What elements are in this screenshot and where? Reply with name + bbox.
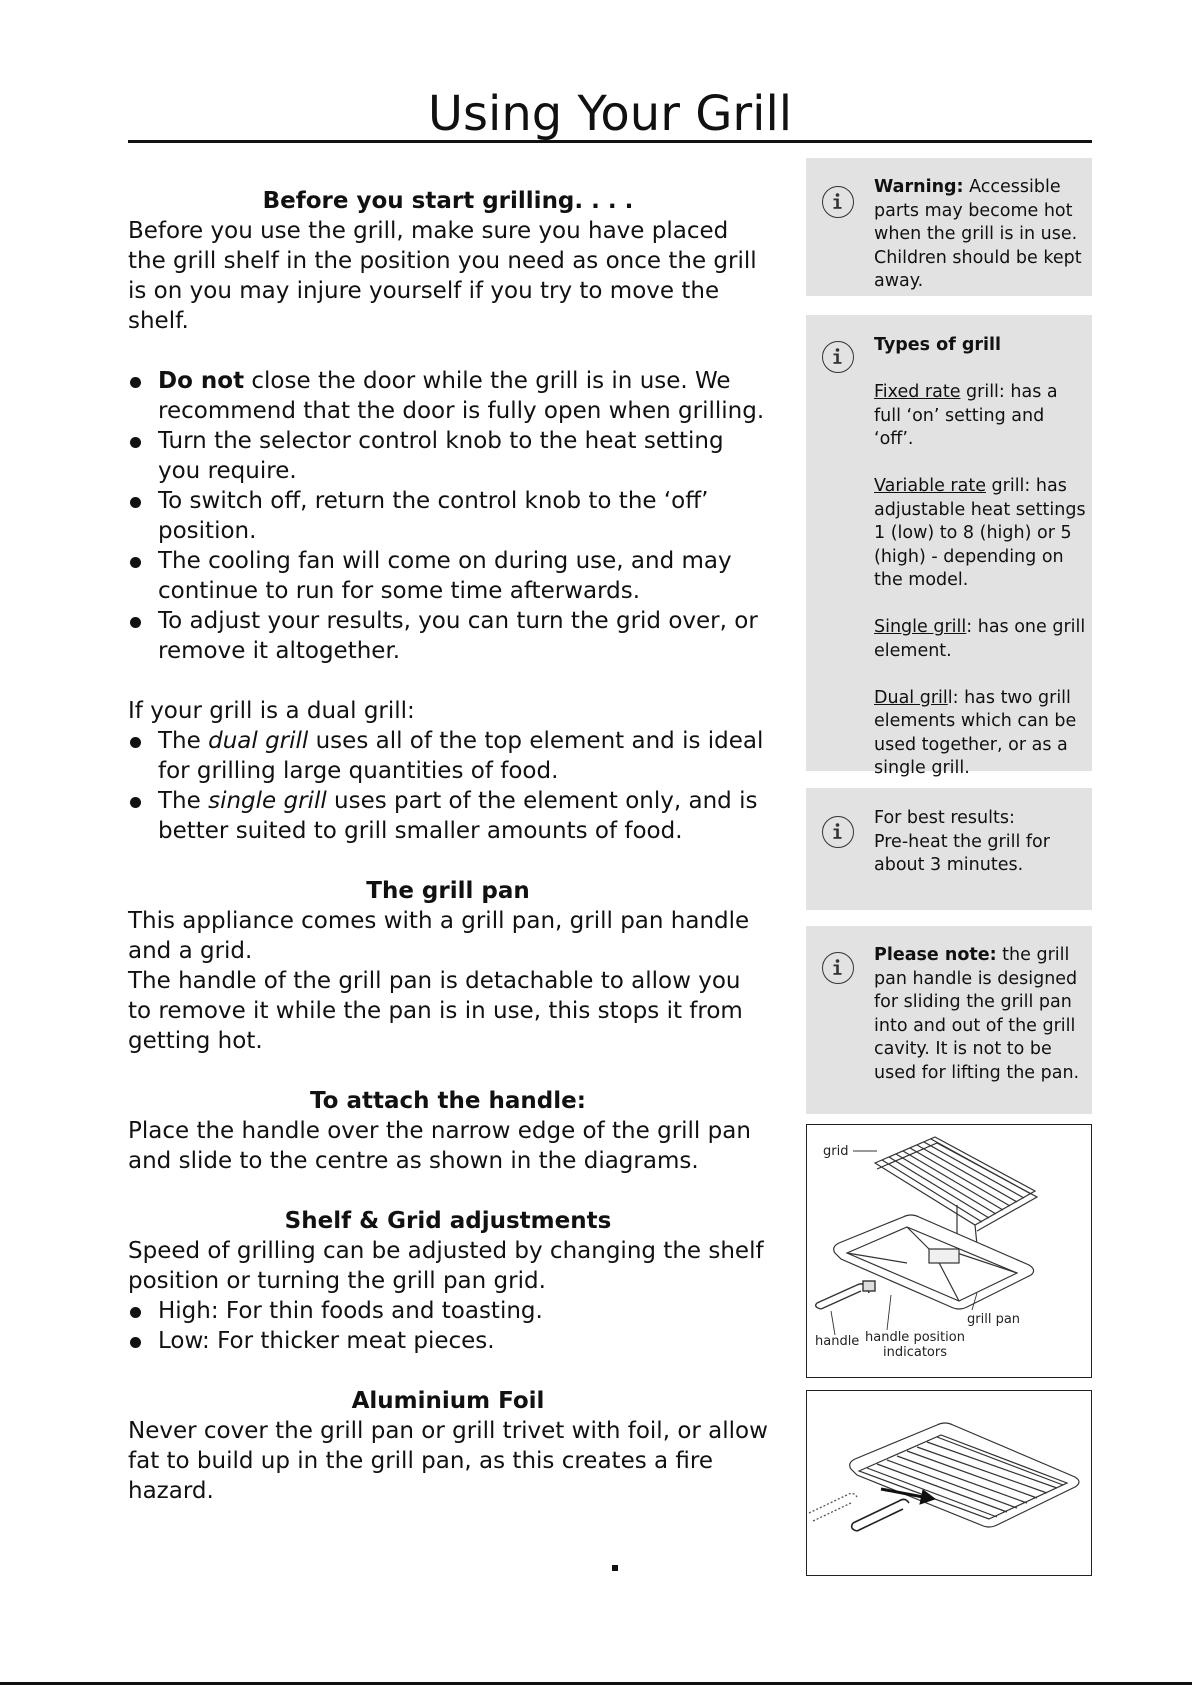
list-item: Low: For thicker meat pieces. bbox=[128, 1326, 768, 1356]
label-grill-pan: grill pan bbox=[967, 1312, 1021, 1327]
bullet-icon bbox=[130, 557, 141, 568]
info-icon bbox=[822, 816, 854, 848]
attach-text: Place the handle over the narrow edge of the grill pan and slide to the centre as shown in the diagrams. bbox=[128, 1118, 751, 1174]
handle-slide-diagram bbox=[806, 1390, 1092, 1576]
page-title: Using Your Grill bbox=[427, 86, 793, 142]
label-handle: handle bbox=[815, 1334, 860, 1349]
dual-list bbox=[128, 726, 768, 846]
list-item: To adjust your results, you can turn the grid over, or remove it altogether. bbox=[128, 606, 768, 666]
shelf-list bbox=[128, 1296, 768, 1356]
warning-box bbox=[806, 158, 1092, 296]
label-indicators: indicators bbox=[883, 1345, 947, 1360]
note-text: Please note: the grill pan handle is designed for sliding the grill pan into and out of the grill cavity. It is not to be used for lifting the pan. bbox=[874, 945, 1080, 1083]
list-item: High: For thin foods and toasting. bbox=[128, 1296, 768, 1326]
before-heading: Before you start grilling. . . . bbox=[262, 188, 634, 214]
handle-slide-illustration bbox=[807, 1391, 1091, 1575]
warning-text: Warning: Accessible parts may become hot when the grill is in use. Children should be kept away. bbox=[874, 177, 1082, 291]
note-box bbox=[806, 926, 1092, 1114]
label-handle-position: handle position bbox=[865, 1330, 965, 1345]
bullet-icon bbox=[130, 1307, 141, 1318]
list-item: Do not close the door while the grill is in use. We recommend that the door is fully open when grilling. bbox=[128, 366, 768, 426]
bullet-icon bbox=[130, 377, 141, 388]
bullet-icon bbox=[130, 737, 141, 748]
main-content bbox=[128, 186, 768, 1506]
title-rule bbox=[128, 140, 1092, 143]
bullet-icon bbox=[130, 437, 141, 448]
best-results-text: For best results: Pre-heat the grill for about 3 minutes. bbox=[874, 808, 1050, 875]
bullet-icon bbox=[130, 617, 141, 628]
list-item: The single grill uses part of the element only, and is better suited to grill smaller amounts of food. bbox=[128, 786, 768, 846]
list-item: To switch off, return the control knob to the ‘off’ position. bbox=[128, 486, 768, 546]
page-mark bbox=[612, 1565, 618, 1571]
list-item: The cooling fan will come on during use, and may continue to run for some time afterwards. bbox=[128, 546, 768, 606]
list-item: The dual grill uses all of the top element and is ideal for grilling large quantities of food. bbox=[128, 726, 768, 786]
types-heading: Types of grill bbox=[874, 335, 1002, 355]
info-icon bbox=[822, 341, 854, 373]
grill-pan-text-1: This appliance comes with a grill pan, grill pan handle and a grid. bbox=[128, 908, 750, 964]
shelf-text: Speed of grilling can be adjusted by changing the shelf position or turning the grill pan grid. bbox=[128, 1238, 764, 1294]
info-icon bbox=[822, 952, 854, 984]
best-results-box bbox=[806, 788, 1092, 910]
before-text: Before you use the grill, make sure you have placed the grill shelf in the position you need as once the grill is on you may injure yourself if you try to move the shelf. bbox=[128, 218, 757, 334]
grill-pan-heading: The grill pan bbox=[366, 878, 530, 904]
types-text: Types of grill Fixed rate grill: has a full ‘on’ setting and ‘off’. Variable rate grill: has adjustable heat settings 1 (low) to 8 (high) or 5 (high) - depending on the model. Single grill: has one grill element. Dual grill: has two grill elements which can be used together, or as a single grill. bbox=[874, 335, 1086, 778]
attach-heading: To attach the handle: bbox=[310, 1088, 586, 1114]
usage-list bbox=[128, 366, 768, 666]
list-item: Turn the selector control knob to the heat setting you require. bbox=[128, 426, 768, 486]
info-icon bbox=[822, 186, 854, 218]
label-grid: grid bbox=[823, 1144, 849, 1159]
grill-pan-text-2: The handle of the grill pan is detachable to allow you to remove it while the pan is in use, this stops it from getting hot. bbox=[128, 968, 743, 1054]
bullet-icon bbox=[130, 497, 141, 508]
grill-pan-illustration bbox=[807, 1125, 1091, 1377]
bullet-icon bbox=[130, 797, 141, 808]
bullet-icon bbox=[130, 1337, 141, 1348]
foil-heading: Aluminium Foil bbox=[351, 1388, 545, 1414]
grill-pan-diagram bbox=[806, 1124, 1092, 1378]
shelf-heading: Shelf & Grid adjustments bbox=[284, 1208, 612, 1234]
types-box bbox=[806, 315, 1092, 778]
dual-intro: If your grill is a dual grill: bbox=[128, 698, 415, 724]
foil-text: Never cover the grill pan or grill trivet with foil, or allow fat to build up in the grill pan, as this creates a fire hazard. bbox=[128, 1418, 768, 1504]
